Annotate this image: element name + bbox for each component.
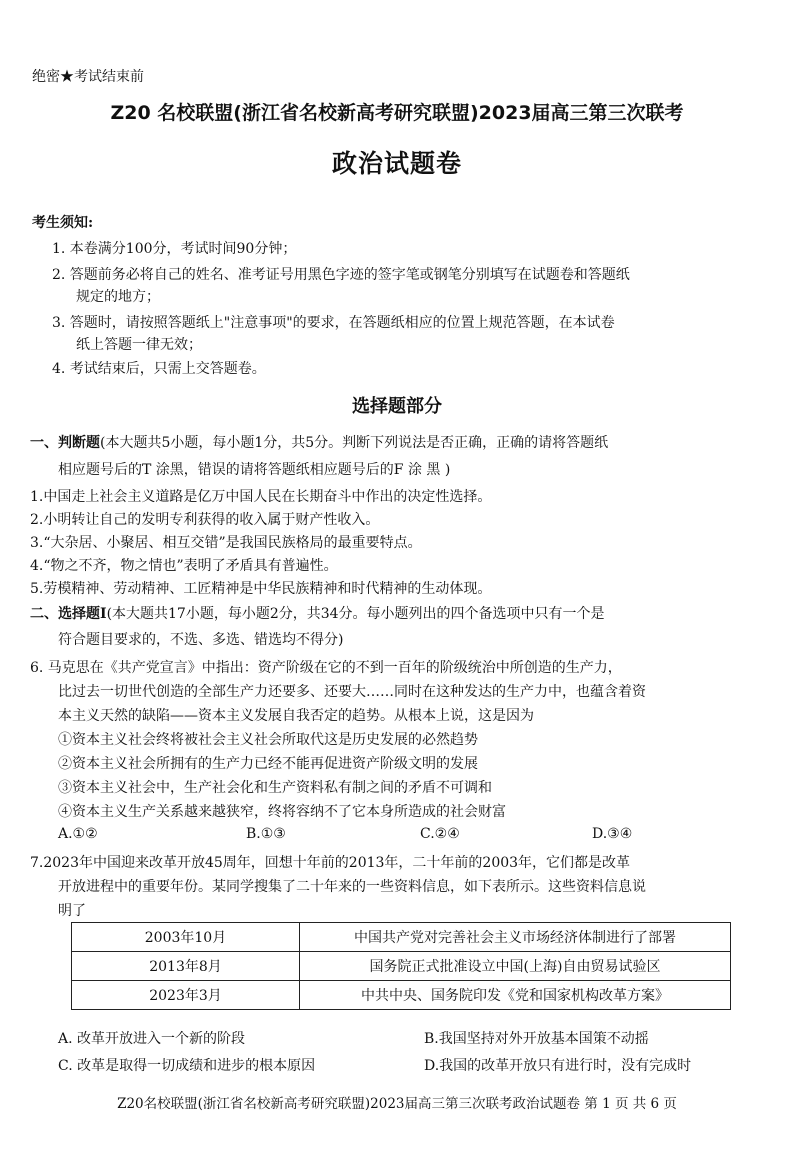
table-cell-date: 2023年3月 [72,981,300,1010]
exam-subtitle: 政治试题卷 [331,149,462,178]
notice-item: 3. 答题时，请按照答题纸上"注意事项"的要求，在答题纸相应的位置上规范答题，在本试卷 [52,315,615,331]
table-cell-event: 中国共产党对完善社会主义市场经济体制进行了部署 [300,923,731,952]
notice-item: 4. 考试结束后，只需上交答题卷。 [52,361,266,377]
notice-item: 2. 答题前务必将自己的姓名、准考证号用黑色字迹的签字笔或钢笔分别填写在试题卷和答题纸 [52,267,630,283]
part1-label: 一、判断题 [30,435,100,451]
q7-option-d: D.我国的改革开放只有进行时，没有完成时 [424,1058,692,1074]
q6-option-b: B.①③ [246,826,286,842]
table-row [72,952,731,981]
q7-option-b: B.我国坚持对外开放基本国策不动摇 [424,1031,649,1047]
notice-item: 纸上答题一律无效； [76,337,202,353]
q6-option-d: D.③④ [592,826,633,842]
table-row [72,981,731,1010]
part2-desc-cont: 符合题目要求的，不选、多选、错选均不得分) [58,632,344,648]
q6-statement: ②资本主义社会所拥有的生产力已经不能再促进资产阶级文明的发展 [58,756,478,772]
q6-stem: 比过去一切世代创造的全部生产力还要多、还要大……同时在这种发达的生产力中，也蕴含着资 [58,684,646,700]
page-footer: Z20名校联盟(浙江省名校新高考研究联盟)2023届高三第三次联考政治试题卷 第 1 页 共 6 页 [117,1096,677,1112]
confidential-mark: 绝密★考试结束前 [32,69,144,85]
judge-item: 1.中国走上社会主义道路是亿万中国人民在长期奋斗中作出的决定性选择。 [30,489,492,505]
part1-header [30,432,608,452]
table-cell-date: 2003年10月 [72,923,300,952]
q7-stem: 明了 [58,903,86,919]
part1-desc: (本大题共5小题，每小题1分，共5分。判断下列说法是否正确，正确的请将答题纸 [100,435,609,451]
q6-statement: ③资本主义社会中，生产社会化和生产资料私有制之间的矛盾不可调和 [58,780,492,796]
part2-desc: (本大题共17小题，每小题2分，共34分。每小题列出的四个备选项中只有一个是 [106,606,605,622]
q6-statement: ④资本主义生产关系越来越狭窄，终将容纳不了它本身所造成的社会财富 [58,804,506,820]
q7-option-c: C. 改革是取得一切成绩和进步的根本原因 [58,1058,316,1074]
q6-stem: 本主义天然的缺陷——资本主义发展自我否定的趋势。从根本上说，这是因为 [58,708,534,724]
part2-header [30,603,605,623]
q6-option-a: A.①② [58,826,98,842]
notice-item: 规定的地方； [76,289,160,305]
part1-desc-cont: 相应题号后的T 涂黑，错误的请将答题纸相应题号后的F 涂 黑 ) [58,462,451,478]
q7-option-a: A. 改革开放进入一个新的阶段 [58,1031,246,1047]
q7-info-table [71,922,731,1010]
judge-item: 5.劳模精神、劳动精神、工匠精神是中华民族精神和时代精神的生动体现。 [30,581,492,597]
judge-item: 2.小明转让自己的发明专利获得的收入属于财产性收入。 [30,512,380,528]
notice-heading: 考生须知: [32,215,94,231]
section-title: 选择题部分 [352,396,442,417]
q6-stem: 6. 马克思在《共产党宣言》中指出：资产阶级在它的不到一百年的阶级统治中所创造的生产力， [30,660,622,676]
part2-label: 二、选择题Ⅰ [30,606,107,622]
q7-stem: 开放进程中的重要年份。某同学搜集了二十年来的一些资料信息，如下表所示。这些资料信息说 [58,879,646,895]
table-cell-event: 国务院正式批准设立中国(上海)自由贸易试验区 [300,952,731,981]
judge-item: 3.“大杂居、小聚居、相互交错”是我国民族格局的最重要特点。 [30,535,422,551]
judge-item: 4.“物之不齐，物之情也”表明了矛盾具有普遍性。 [30,558,338,574]
table-cell-date: 2013年8月 [72,952,300,981]
q6-option-c: C.②④ [420,826,460,842]
table-cell-event: 中共中央、国务院印发《党和国家机构改革方案》 [300,981,731,1010]
exam-title: Z20 名校联盟(浙江省名校新高考研究联盟)2023届高三第三次联考 [110,102,684,124]
table-row [72,923,731,952]
notice-item: 1. 本卷满分100分，考试时间90分钟； [52,241,297,257]
q6-statement: ①资本主义社会终将被社会主义社会所取代这是历史发展的必然趋势 [58,732,478,748]
q7-stem: 7.2023年中国迎来改革开放45周年，回想十年前的2013年，二十年前的2003年，它们都是改革 [30,855,631,871]
